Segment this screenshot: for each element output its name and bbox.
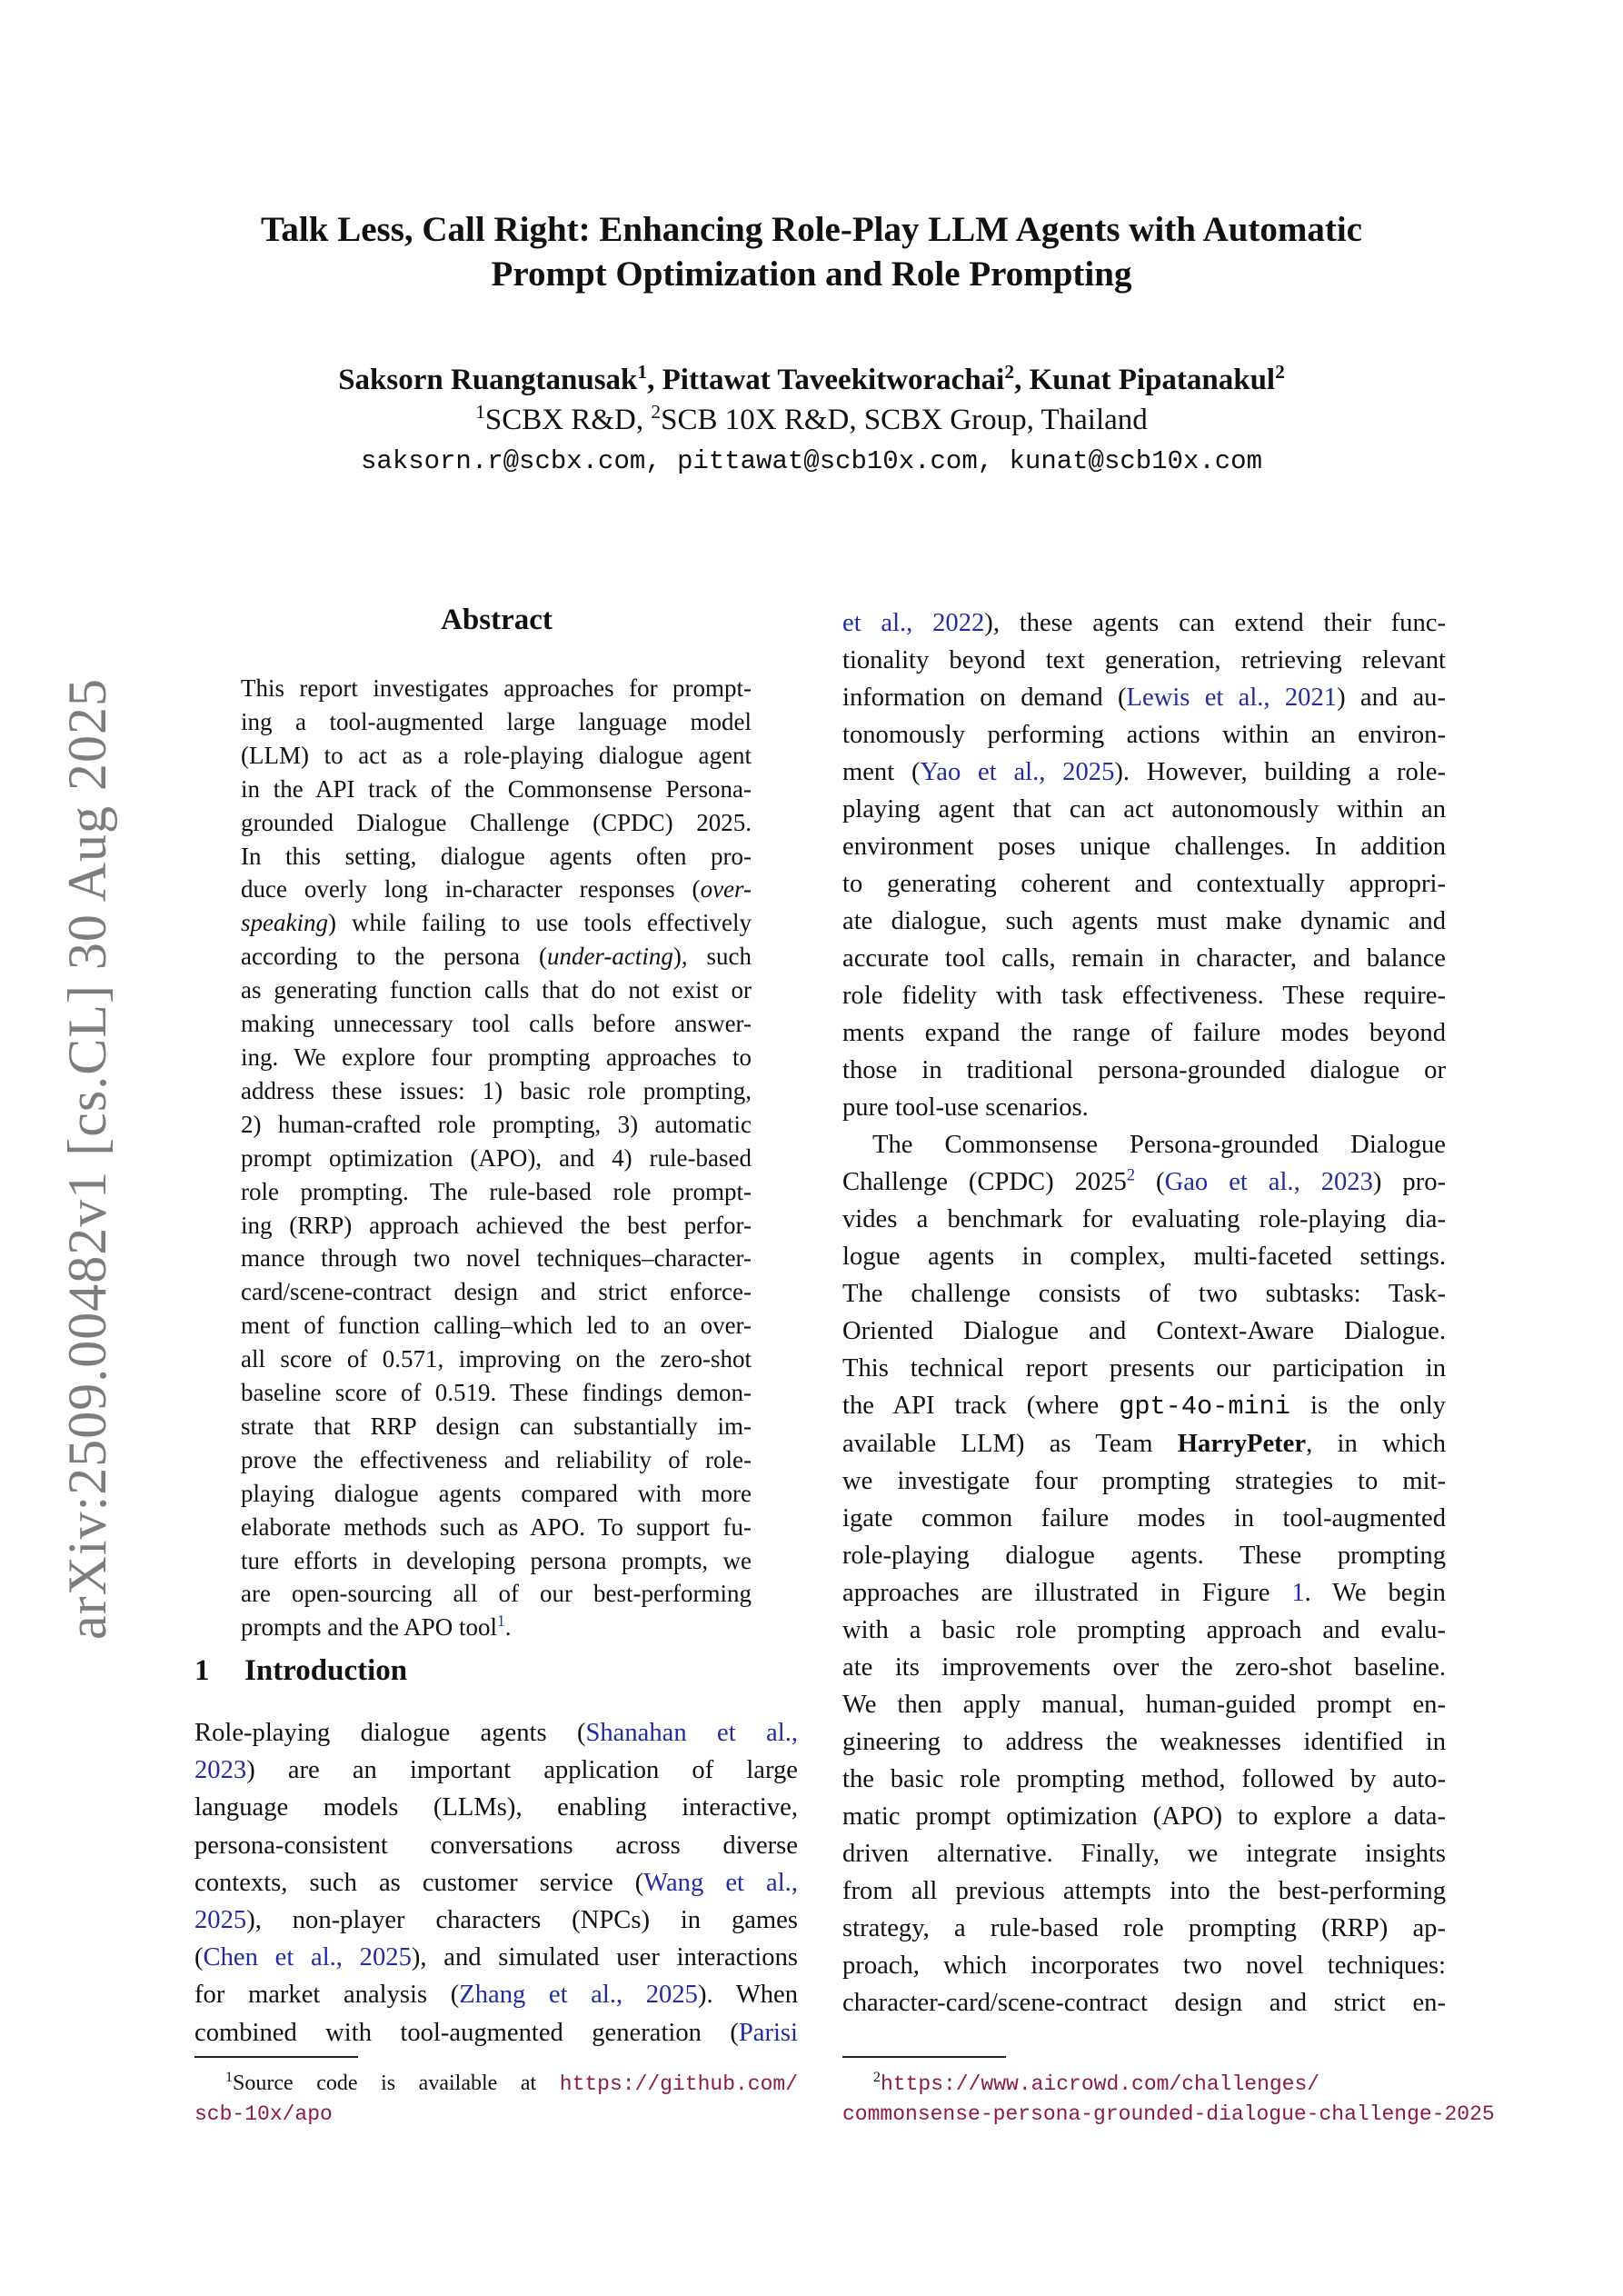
- arxiv-identifier-stamp: arXiv:2509.00482v1 [cs.CL] 30 Aug 2025: [57, 678, 117, 1640]
- footnote-2: [842, 2069, 1533, 2129]
- citation-link[interactable]: 2025: [194, 1906, 247, 1935]
- text-line: [194, 1902, 798, 1939]
- team-name: HarryPeter: [1177, 1430, 1307, 1458]
- text-line: In this setting, dialogue agents often pro-: [241, 842, 752, 870]
- text-line: [842, 1014, 1446, 1052]
- text-line: This report investigates approaches for prompt-: [241, 674, 752, 702]
- text-line: matic prompt optimization (APO) to explore a data-: [842, 1802, 1446, 1831]
- text-line: [842, 977, 1446, 1014]
- text-line: ment of function calling–which led to an over-: [241, 1312, 752, 1340]
- text-span: information on demand (: [842, 684, 1127, 712]
- text-span: ate dialogue, such agents must make dynamic and: [842, 907, 1446, 935]
- paper-title: [145, 207, 1478, 296]
- text-span: Role-playing dialogue agents (: [194, 1719, 586, 1747]
- text-line: (LLM) to act as a role-playing dialogue agent: [241, 741, 752, 769]
- citation-link[interactable]: Parisi: [738, 2018, 798, 2047]
- footnote-1: [194, 2069, 798, 2129]
- text-line: the basic role prompting method, followed by auto-: [842, 1765, 1446, 1793]
- citation-link[interactable]: Chen et al., 2025: [203, 1943, 412, 1972]
- text-line: ture efforts in developing persona prompts, we: [241, 1546, 752, 1574]
- citation-link[interactable]: Shanahan et al.,: [585, 1719, 798, 1747]
- text-span: prompts and the APO tool: [241, 1613, 497, 1642]
- text-span: environment poses unique challenges. In addition: [842, 833, 1446, 861]
- text-line: [842, 940, 1446, 977]
- footnote-divider: [842, 2056, 1006, 2058]
- text-line: igate common failure modes in tool-augmented: [842, 1504, 1446, 1532]
- text-line: prove the effectiveness and reliability of role-: [241, 1445, 752, 1473]
- text-span: tionality beyond text generation, retrieving relevant: [842, 646, 1446, 674]
- text-line: [842, 865, 1446, 903]
- text-line: available LLM) as Team HarryPeter, in which: [842, 1430, 1446, 1458]
- text-line: [194, 1827, 798, 1864]
- text-line: [194, 1939, 798, 1976]
- citation-link[interactable]: 2023: [194, 1756, 247, 1785]
- text-line: all score of 0.571, improving on the zero-shot: [241, 1345, 752, 1373]
- intro-paragraph-2: [842, 1126, 1446, 2021]
- right-column-text: [842, 604, 1446, 2021]
- footnote-text: Source code is available at: [233, 2071, 537, 2095]
- introduction-left-text: [194, 1714, 798, 2051]
- text-line: [842, 903, 1446, 940]
- text-line: elaborate methods such as APO. To support fu-: [241, 1512, 752, 1541]
- text-line: proach, which incorporates two novel techniques:: [842, 1952, 1446, 1980]
- text-line: Oriented Dialogue and Context-Aware Dialogue.: [842, 1317, 1446, 1345]
- footnote-divider: [194, 2056, 358, 2058]
- abstract-body: [241, 672, 752, 1644]
- text-span: ). However, building a role-: [1114, 758, 1446, 786]
- figure-reference-link[interactable]: 1: [1291, 1579, 1305, 1607]
- text-line: logue agents in complex, multi-faceted settings.: [842, 1243, 1446, 1271]
- text-line: playing dialogue agents compared with more: [241, 1479, 752, 1507]
- text-line: card/scene-contract design and strict enforce-: [241, 1278, 752, 1306]
- text-line: The Commonsense Persona-grounded Dialogue: [872, 1131, 1446, 1159]
- footnote-mark: 1: [225, 2070, 233, 2085]
- footnote-url-link[interactable]: commonsense-persona-grounded-dialogue-challenge-2025: [842, 2102, 1495, 2126]
- text-line: address these issues: 1) basic role prompting,: [241, 1076, 752, 1104]
- text-span: contexts, such as customer service (: [194, 1868, 644, 1897]
- text-line: role prompting. The rule-based role prompt-: [241, 1177, 752, 1205]
- text-line: [842, 828, 1446, 865]
- text-line: in the API track of the Commonsense Persona-: [241, 774, 752, 803]
- text-line: making unnecessary tool calls before answer-: [241, 1010, 752, 1038]
- text-span: language models (LLMs), enabling interactive,: [194, 1793, 798, 1822]
- affil-mark: 2: [651, 401, 662, 423]
- footnote-url-link[interactable]: https://www.aicrowd.com/challenges/: [881, 2072, 1320, 2096]
- section-number: 1: [194, 1654, 210, 1687]
- text-span: role fidelity with task effectiveness. These require-: [842, 982, 1446, 1010]
- abstract-heading: Abstract: [441, 604, 553, 636]
- text-line: ate its improvements over the zero-shot baseline.: [842, 1653, 1446, 1682]
- text-span: those in traditional persona-grounded dialogue or: [842, 1056, 1446, 1084]
- text-span: accurate tool calls, remain in character, and balance: [842, 944, 1446, 973]
- affiliation: SCB 10X R&D, SCBX Group, Thailand: [661, 404, 1148, 436]
- text-line: This technical report presents our participation in: [842, 1354, 1446, 1383]
- text-span: ) are an important application of large: [246, 1756, 798, 1785]
- text-span: to generating coherent and contextually appropri-: [842, 870, 1446, 898]
- text-line: speaking) while failing to use tools effectively: [241, 909, 752, 937]
- text-line: according to the persona (under-acting), such: [241, 943, 752, 971]
- model-name-code: gpt-4o-mini: [1119, 1392, 1290, 1422]
- author-affil-mark: 1: [637, 361, 648, 383]
- citation-link[interactable]: Zhang et al., 2025: [459, 1981, 698, 2010]
- text-line: with a basic role prompting approach and evalu-: [842, 1616, 1446, 1644]
- text-span: combined with tool-augmented generation (: [194, 2018, 739, 2047]
- text-span: ), these agents can extend their func-: [984, 609, 1446, 637]
- text-line: [194, 1789, 798, 1826]
- text-line: as generating function calls that do not exist or: [241, 976, 752, 1004]
- text-line: the API track (where gpt-4o-mini is the only: [842, 1392, 1446, 1422]
- text-span: ) and au-: [1337, 684, 1446, 712]
- section-heading-introduction: [194, 1654, 407, 1688]
- text-span: for market analysis (: [194, 1981, 460, 2010]
- text-span: .: [504, 1613, 512, 1642]
- text-line: ing (RRP) approach achieved the best perfor-: [241, 1211, 752, 1239]
- affiliation: SCBX R&D,: [484, 404, 644, 436]
- text-line: character-card/scene-contract design and strict en-: [842, 1989, 1446, 2017]
- text-span: (: [194, 1943, 204, 1972]
- text-span: playing agent that can act autonomously within an: [842, 795, 1446, 824]
- text-line: mance through two novel techniques–character-: [241, 1244, 752, 1273]
- text-line: we investigate four prompting strategies to mit-: [842, 1467, 1446, 1495]
- text-line: approaches are illustrated in Figure 1. We begin: [842, 1579, 1446, 1607]
- affiliations: [145, 402, 1478, 438]
- text-line: are open-sourcing all of our best-performing: [241, 1580, 752, 1608]
- text-span: tonomously performing actions within an environ-: [842, 721, 1446, 749]
- footnote-url-link[interactable]: https://github.com/: [559, 2072, 799, 2096]
- text-line: duce overly long in-character responses (over-: [241, 875, 752, 903]
- affil-mark: 1: [475, 401, 485, 423]
- text-span: ). When: [697, 1981, 798, 2010]
- author-emails[interactable]: saksorn.r@scbx.com, pittawat@scb10x.com, kunat@scb10x.com: [361, 446, 1262, 476]
- text-line: [194, 2014, 798, 2051]
- text-line: [241, 1611, 752, 1644]
- text-line: The challenge consists of two subtasks: Task-: [842, 1280, 1446, 1308]
- text-line: pure tool-use scenarios.: [842, 1093, 1089, 1122]
- text-span: ment (: [842, 758, 921, 786]
- author-name: Saksorn Ruangtanusak: [338, 364, 638, 396]
- title-line: Prompt Optimization and Role Prompting: [491, 255, 1132, 294]
- text-line: role-playing dialogue agents. These prompting: [842, 1542, 1446, 1570]
- text-line: prompt optimization (APO), and 4) rule-based: [241, 1143, 752, 1172]
- citation-link[interactable]: Yao et al., 2025: [920, 758, 1115, 786]
- text-line: [194, 1714, 798, 1752]
- author-name: Pittawat Taveekitworachai: [662, 364, 1005, 396]
- section-title: Introduction: [244, 1654, 408, 1687]
- footnote-mark[interactable]: 2: [1126, 1165, 1136, 1185]
- text-line: driven alternative. Finally, we integrate insights: [842, 1840, 1446, 1868]
- title-line: Talk Less, Call Right: Enhancing Role-Play LLM Agents with Automatic: [260, 210, 1362, 249]
- author-name: Kunat Pipatanakul: [1029, 364, 1276, 396]
- text-line: Challenge (CPDC) 2025$^2$ (Gao et al., 2023) pro-: [842, 1165, 1447, 1196]
- citation-link[interactable]: Gao et al., 2023: [1164, 1168, 1373, 1196]
- author-affil-mark: 2: [1004, 361, 1015, 383]
- text-line: [842, 754, 1446, 791]
- text-line: [842, 716, 1446, 754]
- text-line: [842, 604, 1446, 642]
- text-span: ), non-player characters (NPCs) in games: [246, 1906, 798, 1935]
- text-line: vides a benchmark for evaluating role-playing dia-: [842, 1205, 1446, 1233]
- text-line: baseline score of 0.519. These findings demon-: [241, 1379, 752, 1407]
- text-line: ing. We explore four prompting approaches to: [241, 1043, 752, 1071]
- citation-link[interactable]: Lewis et al., 2021: [1126, 684, 1338, 712]
- text-line: [194, 1752, 798, 1789]
- footnote-mark[interactable]: 1: [497, 1612, 505, 1631]
- text-line: from all previous attempts into the best-performing: [842, 1877, 1446, 1905]
- text-line: [194, 1864, 798, 1902]
- citation-link[interactable]: Wang et al.,: [643, 1868, 798, 1897]
- text-line: [194, 1976, 798, 2013]
- author-affil-mark: 2: [1275, 361, 1285, 383]
- text-line: [842, 679, 1446, 716]
- footnote-url-link[interactable]: scb-10x/apo: [194, 2102, 333, 2126]
- text-line: strategy, a rule-based role prompting (RRP) ap-: [842, 1914, 1446, 1942]
- text-line: 2) human-crafted role prompting, 3) automatic: [241, 1110, 752, 1138]
- text-line: gineering to address the weaknesses identified in: [842, 1728, 1446, 1756]
- text-line: [842, 1052, 1446, 1089]
- text-line: We then apply manual, human-guided prompt en-: [842, 1691, 1446, 1719]
- text-line: strate that RRP design can substantially im-: [241, 1412, 752, 1440]
- footnote-mark: 2: [873, 2070, 881, 2085]
- text-line: grounded Dialogue Challenge (CPDC) 2025.: [241, 808, 752, 836]
- text-span: persona-consistent conversations across diverse: [194, 1831, 798, 1860]
- text-line: [842, 791, 1446, 828]
- text-span: ments expand the range of failure modes beyond: [842, 1019, 1446, 1047]
- text-line: [842, 642, 1446, 679]
- citation-link[interactable]: et al., 2022: [842, 609, 985, 637]
- author-list: Saksorn Ruangtanusak$^1$, Pittawat Taveekitworachai$^2$, Kunat Pipatanakul$^2$: [338, 361, 1285, 396]
- text-span: ), and simulated user interactions: [411, 1943, 798, 1972]
- text-line: ing a tool-augmented large language model: [241, 707, 752, 735]
- intro-paragraph-1: [842, 604, 1446, 1089]
